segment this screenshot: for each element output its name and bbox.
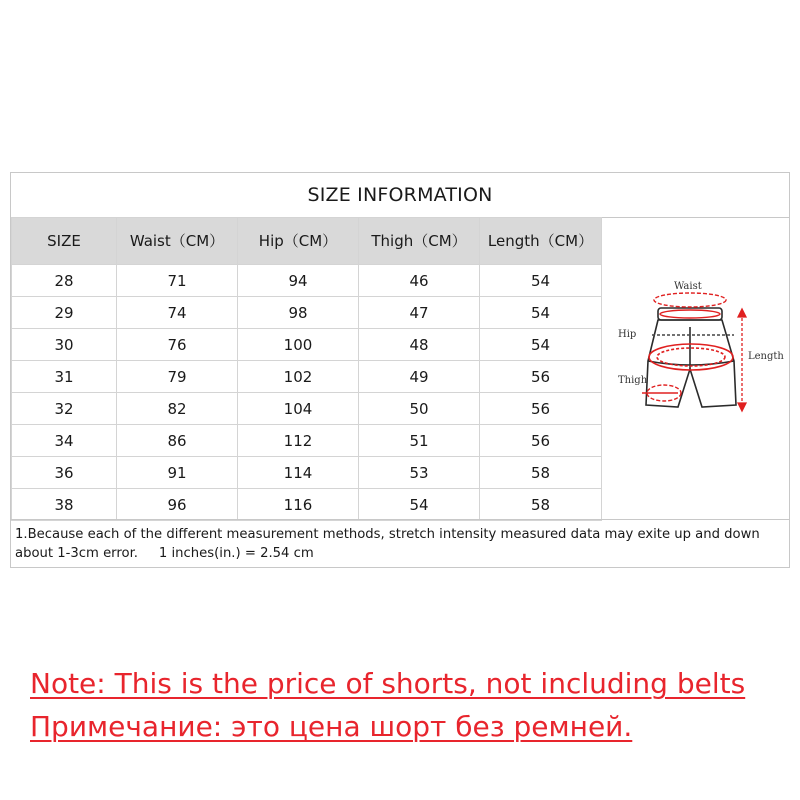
price-note-english: Note: This is the price of shorts, not including belts (30, 667, 746, 700)
cell-length: 56 (480, 393, 602, 425)
cell-hip: 102 (238, 361, 359, 393)
cell-waist: 74 (117, 297, 238, 329)
waist-measure (654, 293, 726, 318)
header-row (12, 218, 602, 265)
price-note-russian: Примечание: это цена шорт без ремней. (30, 710, 633, 743)
cell-length: 56 (480, 361, 602, 393)
table-row (12, 297, 602, 329)
cell-thigh: 51 (359, 425, 480, 457)
cell-size: 31 (12, 361, 117, 393)
measurement-diagram-cell (601, 217, 789, 519)
hip-label: Hip (618, 329, 637, 340)
cell-length: 58 (480, 489, 602, 521)
table-row (12, 265, 602, 297)
cell-thigh: 49 (359, 361, 480, 393)
table-row (12, 425, 602, 457)
cell-waist: 71 (117, 265, 238, 297)
cell-size: 34 (12, 425, 117, 457)
cell-thigh: 54 (359, 489, 480, 521)
cell-waist: 76 (117, 329, 238, 361)
cell-hip: 112 (238, 425, 359, 457)
size-chart-title: SIZE INFORMATION (11, 173, 789, 218)
cell-thigh: 48 (359, 329, 480, 361)
cell-length: 54 (480, 265, 602, 297)
cell-thigh: 50 (359, 393, 480, 425)
cell-size: 30 (12, 329, 117, 361)
table-row (12, 489, 602, 521)
table-row (12, 361, 602, 393)
waist-label: Waist (674, 281, 702, 292)
cell-hip: 104 (238, 393, 359, 425)
header-waist: Waist（CM） (117, 218, 238, 265)
shorts-outline (646, 308, 736, 407)
thigh-label: Thigh (618, 375, 648, 386)
cell-waist: 86 (117, 425, 238, 457)
shorts-measurement-diagram-icon (608, 277, 784, 427)
header-length: Length（CM） (480, 218, 602, 265)
measurement-note: 1.Because each of the different measurement methods, stretch intensity measured data may exite up and down about 1-3cm error. 1 inches(in.) = 2.54 cm (11, 519, 789, 567)
cell-waist: 91 (117, 457, 238, 489)
cell-waist: 96 (117, 489, 238, 521)
cell-length: 58 (480, 457, 602, 489)
cell-length: 54 (480, 297, 602, 329)
cell-length: 54 (480, 329, 602, 361)
table-row (12, 457, 602, 489)
header-hip: Hip（CM） (238, 218, 359, 265)
cell-hip: 94 (238, 265, 359, 297)
header-thigh: Thigh（CM） (359, 218, 480, 265)
cell-size: 38 (12, 489, 117, 521)
cell-hip: 98 (238, 297, 359, 329)
cell-length: 56 (480, 425, 602, 457)
cell-thigh: 47 (359, 297, 480, 329)
table-row (12, 329, 602, 361)
cell-size: 36 (12, 457, 117, 489)
header-size: SIZE (12, 218, 117, 265)
thigh-measure (642, 385, 681, 401)
cell-waist: 79 (117, 361, 238, 393)
size-table (11, 217, 602, 521)
cell-waist: 82 (117, 393, 238, 425)
cell-hip: 116 (238, 489, 359, 521)
cell-hip: 114 (238, 457, 359, 489)
length-label: Length (748, 351, 784, 362)
length-measure (738, 309, 746, 411)
cell-size: 29 (12, 297, 117, 329)
cell-thigh: 46 (359, 265, 480, 297)
cell-size: 28 (12, 265, 117, 297)
cell-hip: 100 (238, 329, 359, 361)
cell-thigh: 53 (359, 457, 480, 489)
size-chart (10, 172, 790, 568)
cell-size: 32 (12, 393, 117, 425)
table-row (12, 393, 602, 425)
